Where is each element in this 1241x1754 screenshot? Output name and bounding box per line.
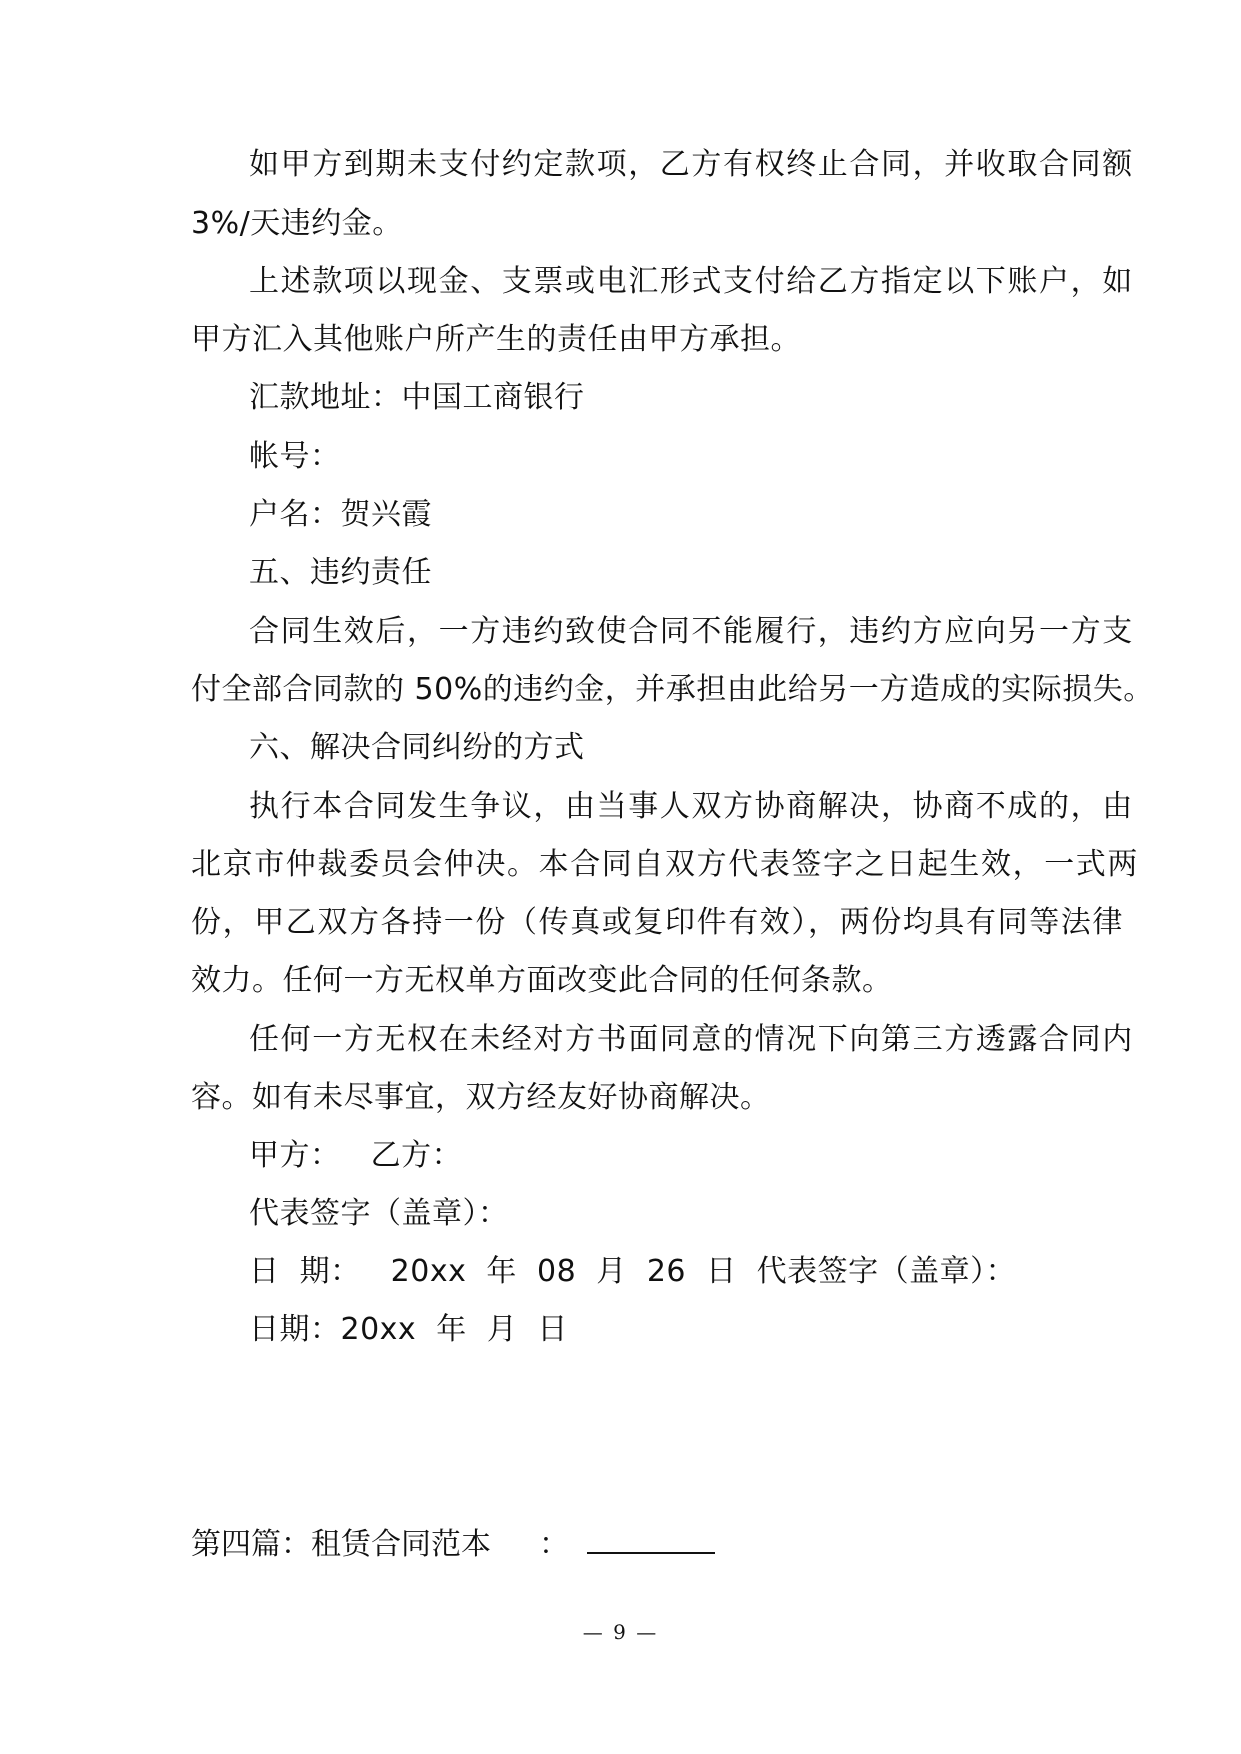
paragraph-line: 执行本合同发生争议，由当事人双方协商解决，协商不成的，由 xyxy=(249,789,1134,824)
paragraph-line: 合同生效后，一方违约致使合同不能履行，违约方应向另一方支 xyxy=(249,614,1134,649)
signature-label: 代表签字（盖章）： xyxy=(249,1196,509,1231)
remittance-address: 汇款地址：中国工商银行 xyxy=(249,380,585,415)
date-signature-line: 日 期： 20xx 年 08 月 26 日 代表签字（盖章）： xyxy=(249,1254,1017,1289)
paragraph-line: 任何一方无权在未经对方书面同意的情况下向第三方透露合同内 xyxy=(249,1022,1134,1057)
paragraph-line: 上述款项以现金、支票或电汇形式支付给乙方指定以下账户，如 xyxy=(249,264,1134,299)
paragraph-line: 份，甲乙双方各持一份（传真或复印件有效），两份均具有同等法律 xyxy=(191,905,1124,940)
paragraph-line: 3%/天违约金。 xyxy=(191,206,403,241)
date-line: 日期：20xx 年 月 日 xyxy=(249,1312,568,1347)
account-name: 户名：贺兴霞 xyxy=(249,497,432,532)
party-labels: 甲方： 乙方： xyxy=(249,1138,463,1173)
account-number: 帐号： xyxy=(249,439,341,474)
paragraph-line: 北京市仲裁委员会仲决。本合同自双方代表签字之日起生效，一式两 xyxy=(191,847,1139,882)
chapter-title-line xyxy=(191,1525,715,1565)
chapter-colon: ： xyxy=(539,1527,569,1562)
section-heading: 六、解决合同纠纷的方式 xyxy=(249,730,585,765)
section-heading: 五、违约责任 xyxy=(249,555,432,590)
paragraph-line: 容。如有未尽事宜，双方经友好协商解决。 xyxy=(191,1080,771,1115)
paragraph-line: 付全部合同款的 50%的违约金，并承担由此给另一方造成的实际损失。 xyxy=(191,672,1154,707)
chapter-title: 第四篇：租赁合同范本 xyxy=(191,1527,491,1562)
paragraph-line: 如甲方到期未支付约定款项，乙方有权终止合同，并收取合同额 xyxy=(249,147,1134,182)
blank-underline xyxy=(587,1526,715,1554)
paragraph-line: 效力。任何一方无权单方面改变此合同的任何条款。 xyxy=(191,963,893,998)
paragraph-line: 甲方汇入其他账户所产生的责任由甲方承担。 xyxy=(191,322,801,357)
page-number: — 9 — xyxy=(582,1620,659,1644)
